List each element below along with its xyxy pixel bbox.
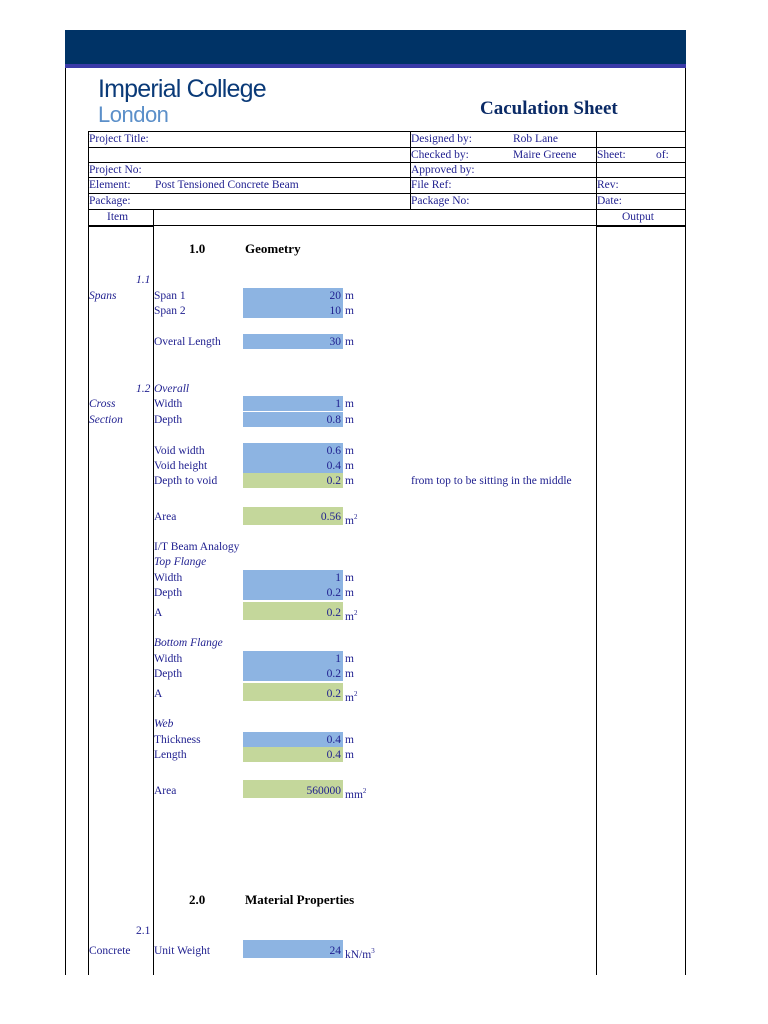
width-value: 1	[335, 398, 341, 410]
section-title: Geometry	[245, 241, 301, 256]
tf-width-label: Width	[154, 572, 183, 584]
tf-depth-value: 0.2	[326, 587, 341, 599]
web-area-label: Area	[154, 785, 177, 797]
tf-a-value: 0.2	[326, 607, 341, 619]
void-width-label: Void width	[154, 445, 205, 457]
spans-label: Spans	[89, 290, 117, 302]
header-bar	[65, 30, 686, 64]
element-value: Post Tensioned Concrete Beam	[155, 179, 299, 191]
superscript: 3	[371, 947, 375, 955]
grid-line	[596, 226, 685, 227]
depth-to-void-unit: m	[345, 475, 354, 487]
overall-label: Overall	[154, 383, 190, 395]
span1-value: 20	[329, 290, 341, 302]
calculation-sheet	[65, 30, 686, 975]
unit-weight-unit: kN/m	[345, 948, 372, 961]
logo-line1: Imperial College	[98, 75, 266, 103]
grid-line	[88, 226, 154, 227]
web-thickness-label: Thickness	[154, 734, 201, 746]
span1-label: Span 1	[154, 290, 186, 302]
file-ref-label: File Ref:	[411, 179, 452, 191]
bf-depth-value: 0.2	[326, 668, 341, 680]
area-label: Area	[154, 511, 177, 523]
web-thickness-value: 0.4	[326, 734, 341, 746]
approved-by-label: Approved by:	[411, 164, 475, 176]
overall-length-label: Overal Length	[154, 336, 221, 348]
unit-weight-value: 24	[329, 945, 341, 957]
right-border	[685, 68, 686, 975]
beam-analogy-label: I/T Beam Analogy	[154, 541, 240, 553]
concrete-label: Concrete	[89, 945, 131, 957]
span1-unit: m	[345, 290, 354, 302]
tf-depth-unit: m	[345, 587, 354, 599]
section-title: Material Properties	[245, 892, 355, 907]
tf-a-unit: m	[345, 610, 354, 623]
web-thickness-unit: m	[345, 734, 354, 746]
subsection-number: 1.2	[136, 383, 151, 395]
bf-depth-label: Depth	[154, 668, 183, 680]
unit-weight-label: Unit Weight	[154, 945, 211, 957]
void-height-unit: m	[345, 460, 354, 472]
span2-unit: m	[345, 305, 354, 317]
void-height-value: 0.4	[326, 460, 341, 472]
element-label: Element:	[89, 179, 131, 191]
void-height-label: Void height	[154, 460, 208, 472]
bf-a-value: 0.2	[326, 688, 341, 700]
designed-by-label: Designed by:	[411, 133, 473, 145]
subsection-number: 2.1	[136, 925, 151, 937]
tf-depth-label: Depth	[154, 587, 183, 599]
depth-label: Depth	[154, 414, 183, 426]
web-area-unit: mm	[345, 788, 363, 801]
void-width-unit: m	[345, 445, 354, 457]
width-label: Width	[154, 398, 183, 410]
left-border	[65, 68, 66, 975]
package-no-label: Package No:	[411, 195, 470, 207]
depth-value: 0.8	[326, 414, 341, 426]
grid-line	[88, 131, 89, 975]
section-label: Section	[89, 414, 123, 426]
tf-width-value: 1	[335, 572, 341, 584]
superscript: 2	[353, 513, 358, 521]
date-label: Date:	[597, 195, 622, 207]
width-unit: m	[345, 398, 354, 410]
subsection-number: 1.1	[136, 274, 151, 286]
sheet-label: Sheet:	[597, 149, 626, 161]
checked-by-label: Checked by:	[411, 149, 469, 161]
area-unit: m	[345, 514, 354, 527]
designed-by-value: Rob Lane	[513, 133, 559, 145]
logo-line2: London	[98, 102, 169, 127]
superscript: 2	[362, 787, 367, 795]
web-area-value: 560000	[306, 785, 341, 797]
bottom-flange-label: Bottom Flange	[154, 637, 223, 649]
area-value: 0.56	[320, 511, 341, 523]
depth-unit: m	[345, 414, 354, 426]
depth-to-void-note: from top to be sitting in the middle	[411, 475, 572, 487]
depth-to-void-value: 0.2	[326, 475, 341, 487]
superscript: 2	[353, 609, 358, 617]
bf-width-label: Width	[154, 653, 183, 665]
of-label: of:	[656, 149, 669, 161]
project-title-label: Project Title:	[89, 133, 149, 145]
bf-a-label: A	[154, 688, 163, 700]
section-number: 1.0	[189, 241, 206, 256]
web-length-label: Length	[154, 749, 187, 761]
top-flange-label: Top Flange	[154, 556, 207, 568]
checked-by-value: Maire Greene	[513, 149, 577, 161]
grid-line	[596, 131, 597, 975]
span2-value: 10	[329, 305, 341, 317]
cross-label: Cross	[89, 398, 116, 410]
package-label: Package:	[89, 195, 131, 207]
depth-to-void-label: Depth to void	[154, 475, 218, 487]
overall-length-unit: m	[345, 336, 354, 348]
bf-a-unit: m	[345, 691, 354, 704]
web-label: Web	[154, 718, 174, 730]
project-no-label: Project No:	[89, 164, 142, 176]
section-number: 2.0	[189, 892, 206, 907]
tf-width-unit: m	[345, 572, 354, 584]
overall-length-value: 30	[329, 336, 341, 348]
bf-width-unit: m	[345, 653, 354, 665]
tf-a-label: A	[154, 607, 163, 619]
sheet-title: Caculation Sheet	[480, 98, 618, 119]
rev-label: Rev:	[597, 179, 619, 191]
superscript: 2	[353, 690, 358, 698]
web-length-unit: m	[345, 749, 354, 761]
item-column-header: Item	[107, 211, 129, 223]
void-width-value: 0.6	[326, 445, 341, 457]
header-accent-line	[65, 64, 686, 68]
web-length-value: 0.4	[326, 749, 341, 761]
bf-depth-unit: m	[345, 668, 354, 680]
span2-label: Span 2	[154, 305, 186, 317]
output-column-header: Output	[622, 211, 654, 223]
bf-width-value: 1	[335, 653, 341, 665]
